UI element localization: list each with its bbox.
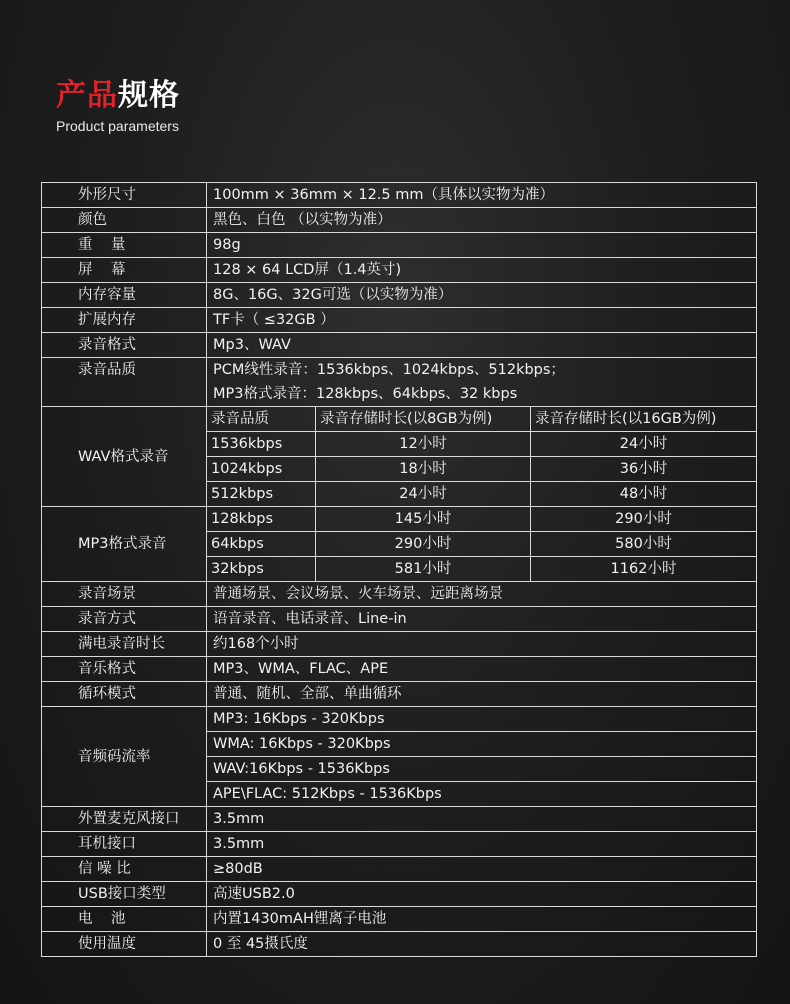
spec-label: 录音方式 xyxy=(42,607,207,632)
spec-value: 高速USB2.0 xyxy=(207,882,757,907)
spec-row-screen xyxy=(42,258,757,283)
mp3-time-8gb: 290小时 xyxy=(316,532,531,557)
spec-label: 内存容量 xyxy=(42,283,207,308)
page-title xyxy=(56,76,180,116)
wav-bitrate: 1024kbps xyxy=(207,457,316,482)
mp3-row xyxy=(42,507,757,532)
spec-value-line: PCM线性录音：1536kbps、1024kbps、512kbps； xyxy=(213,362,565,378)
wav-col-header: 录音品质 xyxy=(207,407,316,432)
spec-row-usb xyxy=(42,882,757,907)
spec-row-color xyxy=(42,208,757,233)
spec-label: 耳机接口 xyxy=(42,832,207,857)
bitrate-row xyxy=(42,707,757,732)
spec-value xyxy=(207,358,757,407)
spec-row-rec-time xyxy=(42,632,757,657)
page-subtitle: Product parameters xyxy=(56,118,179,134)
spec-value: 普通、随机、全部、单曲循环 xyxy=(207,682,757,707)
mp3-time-16gb: 290小时 xyxy=(531,507,757,532)
spec-value: 内置1430mAH锂离子电池 xyxy=(207,907,757,932)
wav-time-8gb: 12小时 xyxy=(316,432,531,457)
spec-value: 8G、16G、32G可选（以实物为准） xyxy=(207,283,757,308)
spec-value: 约168个小时 xyxy=(207,632,757,657)
spec-value: 0 至 45摄氏度 xyxy=(207,932,757,957)
spec-row-loop-mode xyxy=(42,682,757,707)
wav-time-16gb: 48小时 xyxy=(531,482,757,507)
spec-value: 3.5mm xyxy=(207,807,757,832)
spec-row-music-format xyxy=(42,657,757,682)
spec-row-memory xyxy=(42,283,757,308)
spec-label: USB接口类型 xyxy=(42,882,207,907)
spec-value: TF卡（ ≤32GB ） xyxy=(207,308,757,333)
mp3-bitrate: 128kbps xyxy=(207,507,316,532)
spec-row-appearance xyxy=(42,183,757,208)
spec-label: 音频码流率 xyxy=(42,707,207,807)
spec-label: 重 量 xyxy=(42,233,207,258)
spec-value: ≥80dB xyxy=(207,857,757,882)
spec-label: 扩展内存 xyxy=(42,308,207,333)
mp3-time-16gb: 580小时 xyxy=(531,532,757,557)
spec-value: Mp3、WAV xyxy=(207,333,757,358)
spec-value: 98g xyxy=(207,233,757,258)
spec-row-mic xyxy=(42,807,757,832)
spec-label: 录音格式 xyxy=(42,333,207,358)
spec-label: 音乐格式 xyxy=(42,657,207,682)
bitrate-value: MP3: 16Kbps - 320Kbps xyxy=(207,707,757,732)
wav-bitrate: 1536kbps xyxy=(207,432,316,457)
spec-value: 3.5mm xyxy=(207,832,757,857)
spec-label: 录音品质 xyxy=(42,358,207,407)
spec-label: 使用温度 xyxy=(42,932,207,957)
mp3-bitrate: 64kbps xyxy=(207,532,316,557)
mp3-bitrate: 32kbps xyxy=(207,557,316,582)
spec-label: 电 池 xyxy=(42,907,207,932)
spec-value: 128 × 64 LCD屏（1.4英寸) xyxy=(207,258,757,283)
spec-value: 语音录音、电话录音、Line-in xyxy=(207,607,757,632)
spec-label: 颜色 xyxy=(42,208,207,233)
spec-row-weight xyxy=(42,233,757,258)
wav-bitrate: 512kbps xyxy=(207,482,316,507)
spec-row-rec-format xyxy=(42,333,757,358)
header xyxy=(56,76,180,134)
spec-label: 循环模式 xyxy=(42,682,207,707)
bitrate-value: APE\FLAC: 512Kbps - 1536Kbps xyxy=(207,782,757,807)
spec-label: 信 噪 比 xyxy=(42,857,207,882)
mp3-time-16gb: 1162小时 xyxy=(531,557,757,582)
spec-row-rec-quality xyxy=(42,358,757,407)
spec-value-line: MP3格式录音：128kbps、64kbps、32 kbps xyxy=(213,386,518,402)
spec-row-rec-scene xyxy=(42,582,757,607)
spec-row-rec-mode xyxy=(42,607,757,632)
spec-label: 外形尺寸 xyxy=(42,183,207,208)
spec-row-battery xyxy=(42,907,757,932)
spec-value: 黑色、白色 （以实物为准） xyxy=(207,208,757,233)
mp3-time-8gb: 145小时 xyxy=(316,507,531,532)
wav-time-8gb: 18小时 xyxy=(316,457,531,482)
spec-label: 录音场景 xyxy=(42,582,207,607)
bitrate-value: WMA: 16Kbps - 320Kbps xyxy=(207,732,757,757)
spec-label: 满电录音时长 xyxy=(42,632,207,657)
wav-time-16gb: 24小时 xyxy=(531,432,757,457)
spec-row-earphone xyxy=(42,832,757,857)
wav-header-row xyxy=(42,407,757,432)
spec-value: 100mm × 36mm × 12.5 mm（具体以实物为准） xyxy=(207,183,757,208)
spec-row-snr xyxy=(42,857,757,882)
spec-label: MP3格式录音 xyxy=(42,507,207,582)
spec-value: MP3、WMA、FLAC、APE xyxy=(207,657,757,682)
mp3-time-8gb: 581小时 xyxy=(316,557,531,582)
spec-table xyxy=(41,182,757,957)
page-title-white: 规格 xyxy=(118,78,180,113)
spec-label: 屏 幕 xyxy=(42,258,207,283)
spec-row-temp xyxy=(42,932,757,957)
spec-label: WAV格式录音 xyxy=(42,407,207,507)
wav-col-header: 录音存储时长(以8GB为例) xyxy=(316,407,531,432)
spec-row-expansion xyxy=(42,308,757,333)
spec-value: 普通场景、会议场景、火车场景、远距离场景 xyxy=(207,582,757,607)
wav-time-8gb: 24小时 xyxy=(316,482,531,507)
bitrate-value: WAV:16Kbps - 1536Kbps xyxy=(207,757,757,782)
wav-time-16gb: 36小时 xyxy=(531,457,757,482)
spec-label: 外置麦克风接口 xyxy=(42,807,207,832)
wav-col-header: 录音存储时长(以16GB为例) xyxy=(531,407,757,432)
page-title-red: 产品 xyxy=(56,78,118,113)
